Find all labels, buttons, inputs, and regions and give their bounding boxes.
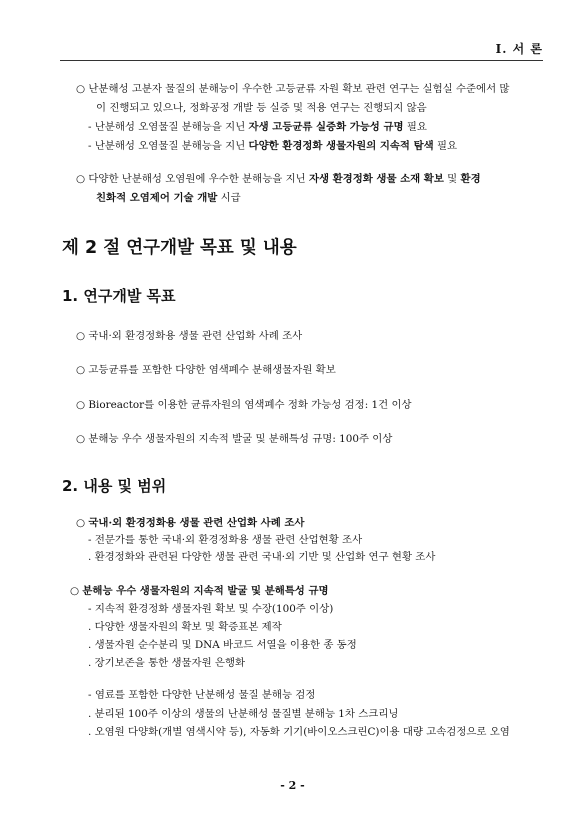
- scope-line: - 염료를 포함한 다양한 난분해성 물질 분해능 검정: [88, 689, 316, 701]
- chapter-header: I. 서 론: [495, 42, 543, 56]
- scope-line: - 지속적 환경정화 생물자원 확보 및 수장(100주 이상): [88, 603, 334, 615]
- emphasis: 자생 고등균류 실증화 가능성 규명: [248, 121, 404, 133]
- goal-item: [76, 430, 392, 449]
- scope-heading: 2. 내용 및 범위: [62, 477, 167, 495]
- intro-line-1: [76, 80, 509, 99]
- bullet-circle: ○: [76, 399, 86, 411]
- scope-subheading: 국내·외 환경정화용 생물 관련 산업화 사례 조사: [88, 517, 305, 529]
- bullet-circle: ○: [76, 83, 86, 95]
- goal-text: 고등균류를 포함한 다양한 염색폐수 분해생물자원 확보: [88, 364, 336, 376]
- intro-line-6: [96, 189, 241, 208]
- goal-text: Bioreactor를 이용한 균류자원의 염색폐수 정화 가능성 검정: 1건 이상: [88, 399, 412, 411]
- bullet-circle: ○: [76, 330, 86, 342]
- text-run: 필요: [403, 121, 427, 133]
- scope-line: . 분리된 100주 이상의 생물의 난분해성 물질별 분해능 1차 스크리닝: [88, 708, 399, 720]
- text-run: 다양한 난분해성 오염원에 우수한 분해능을 지닌: [88, 173, 309, 185]
- bullet-circle: ○: [76, 433, 86, 445]
- scope-line: . 오염원 다양화(개별 염색시약 등), 자동화 기기(바이오스크린C)이용 대량 고속검정으로 오염: [88, 726, 510, 738]
- emphasis: 자생 환경정화 생물 소재 확보: [308, 173, 444, 185]
- text-run: 및: [443, 173, 461, 185]
- bullet-circle: ○: [76, 517, 86, 529]
- scope-line: . 환경정화와 관련된 다양한 생물 관련 국내·외 기반 및 산업화 연구 현황 조사: [88, 551, 436, 563]
- header-rule: [60, 60, 543, 61]
- bullet-circle: ○: [70, 585, 80, 597]
- goal-text: 국내·외 환경정화용 생물 관련 산업화 사례 조사: [88, 330, 303, 342]
- emphasis: 다양한 환경정화 생물자원의 지속적 탐색: [248, 140, 434, 152]
- intro-line-3: [88, 118, 427, 137]
- goal-item: [76, 396, 412, 415]
- goal-text: 분해능 우수 생물자원의 지속적 발굴 및 분해특성 규명: 100주 이상: [88, 433, 393, 445]
- intro-line-2: 이 진행되고 있으나, 정화공정 개발 등 실증 및 적용 연구는 진행되지 않음: [96, 102, 427, 114]
- text-run: 시급: [217, 192, 241, 204]
- scope-line: . 생물자원 순수분리 및 DNA 바코드 서열을 이용한 종 동정: [88, 639, 357, 651]
- goal-item: [76, 327, 302, 346]
- goals-heading: 1. 연구개발 목표: [62, 287, 176, 305]
- intro-line-4: [88, 137, 457, 156]
- page-number: - 2 -: [280, 779, 305, 792]
- emphasis: 친화적 오염제어 기술 개발: [96, 192, 218, 204]
- scope-line: . 다양한 생물자원의 확보 및 확증표본 제작: [88, 621, 282, 633]
- bullet-circle: ○: [76, 364, 86, 376]
- intro-text: 난분해성 고분자 물질의 분해능이 우수한 고등균류 자원 확보 관련 연구는 실험실 수준에서 많: [88, 83, 510, 95]
- text-run: - 난분해성 오염물질 분해능을 지닌: [88, 140, 249, 152]
- goal-item: [76, 361, 336, 380]
- scope-line: [70, 582, 329, 601]
- scope-line: . 장기보존을 통한 생물자원 은행화: [88, 657, 246, 669]
- text-run: - 난분해성 오염물질 분해능을 지닌: [88, 121, 249, 133]
- scope-line: - 전문가를 통한 국내·외 환경정화용 생물 관련 산업현황 조사: [88, 534, 363, 546]
- section-heading: 제 2 절 연구개발 목표 및 내용: [62, 238, 297, 258]
- bullet-circle: ○: [76, 173, 86, 185]
- intro-line-5: [76, 170, 481, 189]
- emphasis: 환경: [460, 173, 481, 185]
- scope-subheading: 분해능 우수 생물자원의 지속적 발굴 및 분해특성 규명: [82, 585, 329, 597]
- text-run: 필요: [433, 140, 458, 152]
